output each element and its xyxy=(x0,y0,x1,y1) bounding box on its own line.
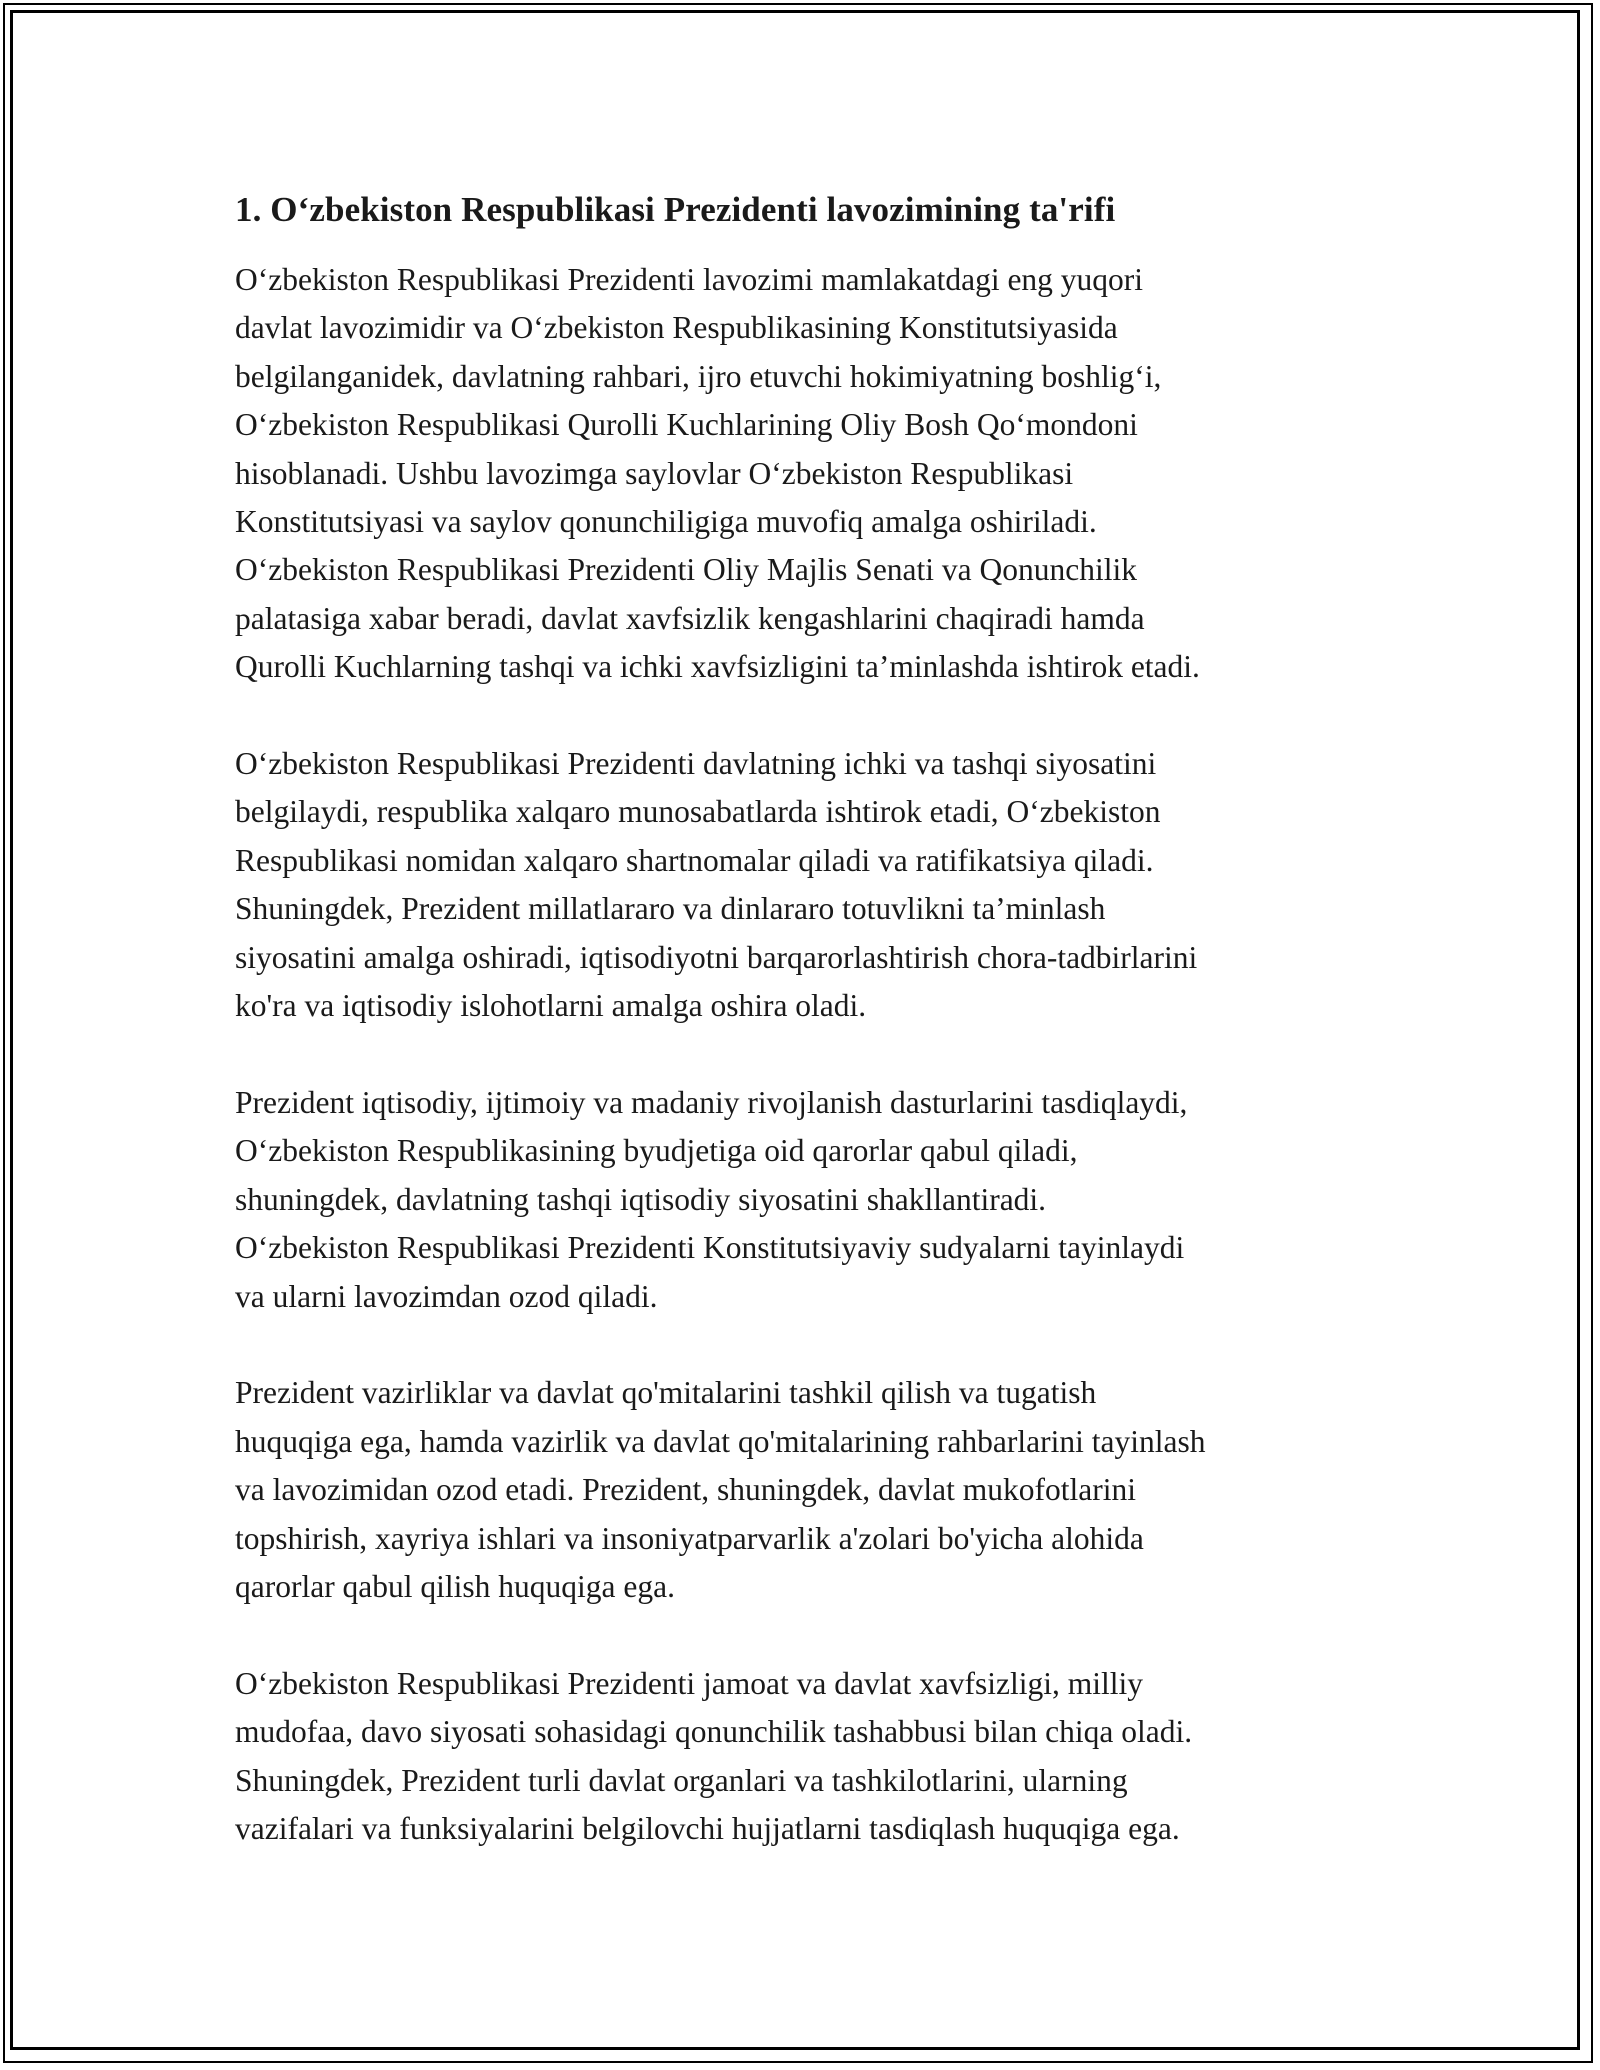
document-body xyxy=(235,186,1375,1902)
paragraph-line: Respublikasi nomidan xalqaro shartnomalar qiladi va ratifikatsiya qiladi. xyxy=(235,842,1154,878)
paragraph-line: O‘zbekiston Respublikasi Prezidenti jamoat va davlat xavfsizligi, milliy xyxy=(235,1665,1144,1701)
paragraph-5 xyxy=(235,1660,1375,1854)
paragraph-1 xyxy=(235,256,1375,692)
paragraph-line: Prezident iqtisodiy, ijtimoiy va madaniy rivojlanish dasturlarini tasdiqlaydi, xyxy=(235,1084,1188,1120)
paragraph-line: Konstitutsiyasi va saylov qonunchiligiga muvofiq amalga oshiriladi. xyxy=(235,504,1097,540)
paragraph-line: topshirish, xayriya ishlari va insoniyatparvarlik a'zolari bo'yicha alohida xyxy=(235,1520,1144,1556)
paragraph-line: ko'ra va iqtisodiy islohotlarni amalga oshira oladi. xyxy=(235,988,867,1024)
paragraph-line: va lavozimidan ozod etadi. Prezident, shuningdek, davlat mukofotlarini xyxy=(235,1472,1137,1508)
paragraph-line: O‘zbekiston Respublikasi Qurolli Kuchlarining Oliy Bosh Qo‘mondoni xyxy=(235,407,1138,443)
paragraph-line: O‘zbekiston Respublikasi Prezidenti lavozimi mamlakatdagi eng yuqori xyxy=(235,262,1144,297)
paragraph-line: belgilanganidek, davlatning rahbari, ijro etuvchi hokimiyatning boshlig‘i, xyxy=(235,358,1162,394)
paragraph-3 xyxy=(235,1079,1375,1321)
paragraph-line: huquqiga ega, hamda vazirlik va davlat qo'mitalarining rahbarlarini tayinlash xyxy=(235,1423,1206,1459)
paragraph-line: O‘zbekiston Respublikasi Prezidenti Oliy Majlis Senati va Qonunchilik xyxy=(235,552,1137,588)
paragraph-line: O‘zbekiston Respublikasi Prezidenti Konstitutsiyaviy sudyalarni tayinlaydi xyxy=(235,1230,1185,1266)
paragraph-line: vazifalari va funksiyalarini belgilovchi hujjatlarni tasdiqlash huquqiga ega. xyxy=(235,1810,1180,1846)
paragraph-line: hisoblanadi. Ushbu lavozimga saylovlar O‘zbekiston Respublikasi xyxy=(235,455,1074,491)
paragraph-line: palatasiga xabar beradi, davlat xavfsizlik kengashlarini chaqiradi hamda xyxy=(235,600,1145,636)
paragraph-line: va ularni lavozimdan ozod qiladi. xyxy=(235,1278,658,1314)
document-title: 1. O‘zbekiston Respublikasi Prezidenti lavozimining ta'rifi xyxy=(235,190,1116,229)
paragraph-line: Shuningdek, Prezident millatlararo va dinlararo totuvlikni ta’minlash xyxy=(235,891,1106,927)
paragraph-line: O‘zbekiston Respublikasi Prezidenti davlatning ichki va tashqi siyosatini xyxy=(235,746,1157,782)
paragraph-line: mudofaa, davo siyosati sohasidagi qonunchilik tashabbusi bilan chiqa oladi. xyxy=(235,1714,1193,1750)
paragraph-4 xyxy=(235,1369,1375,1611)
paragraph-line: Prezident vazirliklar va davlat qo'mitalarini tashkil qilish va tugatish xyxy=(235,1375,1097,1411)
paragraph-line: shuningdek, davlatning tashqi iqtisodiy siyosatini shakllantiradi. xyxy=(235,1181,1047,1217)
paragraph-line: qarorlar qabul qilish huquqiga ega. xyxy=(235,1568,676,1604)
paragraph-2 xyxy=(235,740,1375,1030)
paragraph-line: Qurolli Kuchlarning tashqi va ichki xavfsizligini ta’minlashda ishtirok etadi. xyxy=(235,649,1200,685)
paragraph-line: davlat lavozimidir va O‘zbekiston Respublikasining Konstitutsiyasida xyxy=(235,310,1118,346)
paragraph-line: Shuningdek, Prezident turli davlat organlari va tashkilotlarini, ularning xyxy=(235,1762,1128,1798)
paragraph-line: siyosatini amalga oshiradi, iqtisodiyotni barqarorlashtirish chora-tadbirlarini xyxy=(235,939,1198,975)
paragraph-line: belgilaydi, respublika xalqaro munosabatlarda ishtirok etadi, O‘zbekiston xyxy=(235,794,1161,830)
paragraph-line: O‘zbekiston Respublikasining byudjetiga oid qarorlar qabul qiladi, xyxy=(235,1133,1078,1169)
